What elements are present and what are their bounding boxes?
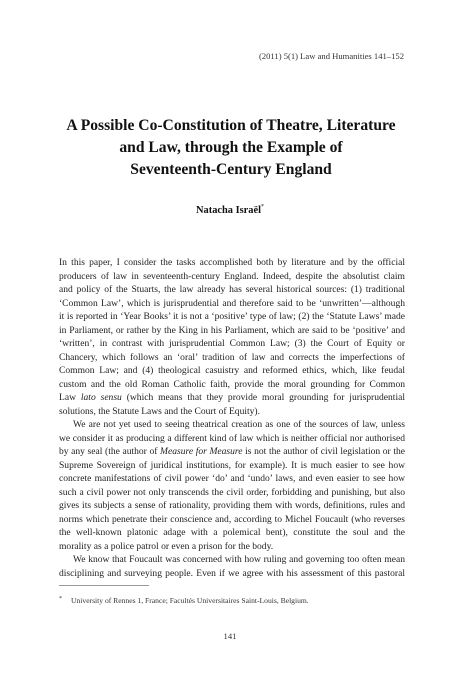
body-line: by any seal (the author of Measure for Measure is not the author of civil legislation or the bbox=[59, 446, 405, 457]
title-line: A Possible Co-Constitution of Theatre, Literature bbox=[66, 117, 396, 134]
body-line: We are not yet used to seeing theatrical creation as one of the sources of law, unless bbox=[73, 419, 405, 430]
body-line: ‘written’, in contrast with jurisprudential Common Law; (3) the Court of Equity or bbox=[59, 338, 405, 349]
running-head: (2011) 5(1) Law and Humanities 141–152 bbox=[258, 51, 404, 61]
footnote-text: University of Rennes 1, France; Facultés Universitaires Saint-Louis, Belgium. bbox=[71, 596, 309, 605]
body-line: Chancery, which follows an ‘oral’ tradition of law and corrects the imperfections of bbox=[59, 351, 405, 363]
footnote-mark: * bbox=[59, 596, 62, 602]
author-name: Natacha Israël bbox=[196, 205, 261, 216]
body-line: we consider it as producing a different kind of law which is neither official nor authorised bbox=[59, 432, 405, 444]
author-footnote-mark: * bbox=[260, 204, 264, 210]
page-number: 141 bbox=[223, 631, 237, 641]
footnote bbox=[59, 596, 405, 605]
body-line: it is reported in ‘Year Books’ it is not a ‘positive’ type of law; (2) the ‘Statute Laws’ made bbox=[59, 311, 405, 322]
italic-phrase: lato sensu bbox=[80, 392, 122, 403]
body-line: solutions, the Statute Laws and the Court of Equity). bbox=[59, 405, 260, 417]
body-line: custom and the old Roman Catholic faith, provide the moral grounding for Common bbox=[59, 378, 405, 390]
body-line: Supreme Sovereign of juridical institutions, for example). It is much easier to see how bbox=[59, 459, 405, 471]
italic-phrase: Measure for Measure bbox=[160, 446, 243, 457]
body-line: norms which penetrate their conscience and, according to Michel Foucault (who reverses bbox=[59, 513, 405, 525]
body-line: and policy of the Stuarts, the law already has several historical sources: (1) traditional bbox=[59, 284, 405, 295]
author-byline bbox=[0, 204, 460, 216]
article-body bbox=[59, 256, 405, 580]
body-line: the well-known platonic adage with a polemical bent), constitute the soul and the bbox=[59, 527, 405, 538]
body-line: concrete manifestations of civil power ‘do’ and ‘undo’ laws, and even easier to see how bbox=[59, 473, 405, 484]
body-line: morality as a police patrol or even a prison for the body. bbox=[59, 540, 274, 552]
body-line: gives its subjects a sense of rationality, providing them with words, definitions, rules and bbox=[59, 500, 405, 511]
body-line: producers of law in seventeenth-century England. Indeed, despite the absolutist claim bbox=[59, 270, 405, 282]
body-line: such a civil power not only transcends the civil order, forbidding and punishing, but also bbox=[59, 486, 405, 498]
body-line: In this paper, I consider the tasks accomplished both by literature and by the official bbox=[59, 257, 405, 268]
body-line: Law lato sensu (which means that they provide moral grounding for jurisprudential bbox=[59, 392, 405, 403]
article-title bbox=[56, 115, 406, 181]
body-line: ‘Common Law’, which is jurisprudential and therefore said to be ‘unwritten’—although bbox=[59, 297, 405, 309]
body-line: in Parliament, or rather by the King in his Parliament, which are said to be ‘positive’ and bbox=[59, 324, 405, 336]
body-line: disciplining and surveying people. Even if we agree with his assessment of this pastoral bbox=[59, 567, 405, 579]
body-line: Common Law; and (4) theological casuistry and reformed ethics, which, like feudal bbox=[59, 365, 405, 376]
title-line: Seventeenth-Century England bbox=[130, 161, 332, 178]
body-line: We know that Foucault was concerned with how ruling and governing too often mean bbox=[73, 554, 405, 565]
title-line: and Law, through the Example of bbox=[119, 139, 343, 156]
footnote-rule bbox=[59, 585, 149, 586]
